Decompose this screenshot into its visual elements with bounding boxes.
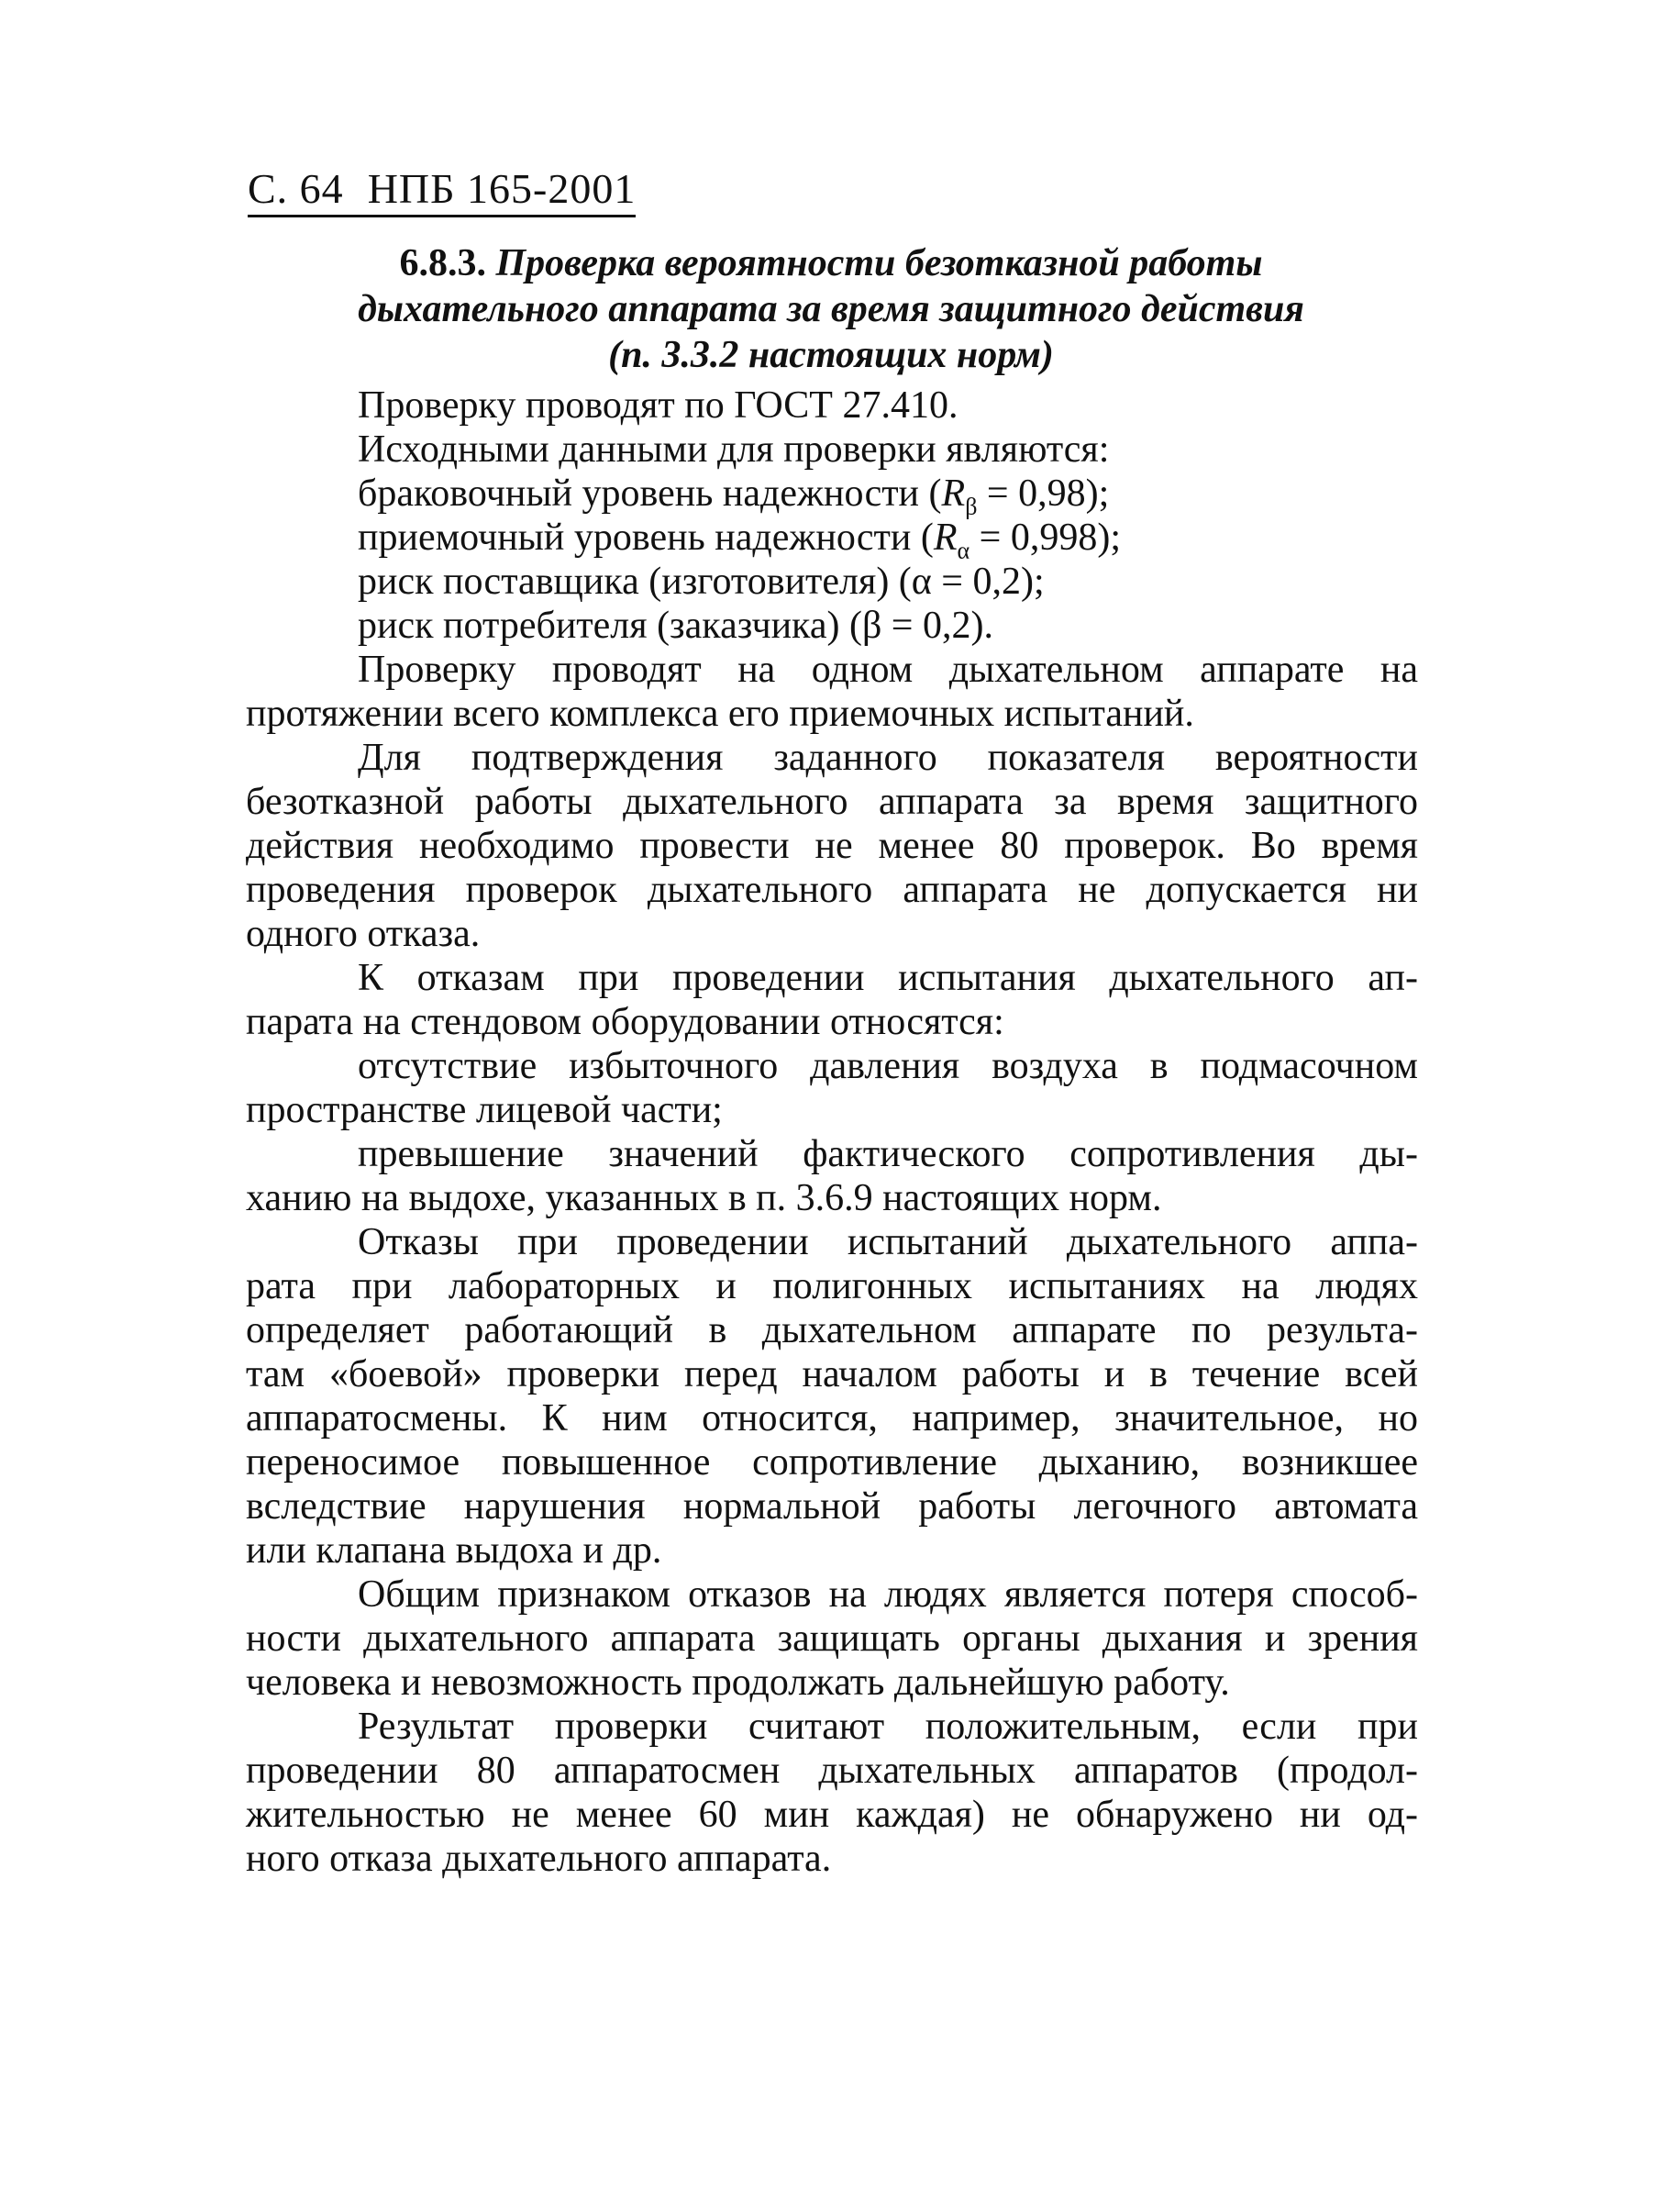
text-line: протяжении всего комплекса его приемочных испытаний. [246, 693, 1194, 735]
text-line: Отказы при проведении испытаний дыхательного аппа- [358, 1221, 1418, 1263]
text-line: ности дыхательного аппарата защищать органы дыхания и зрения [246, 1617, 1418, 1660]
text-line: Результат проверки считают положительным, если при [358, 1706, 1418, 1748]
page-number: С. 64 [248, 165, 344, 212]
text-line: одного отказа. [246, 913, 481, 955]
running-header [248, 163, 636, 217]
document-code: НПБ 165-2001 [367, 165, 637, 212]
text-line: пространстве лицевой части; [246, 1089, 723, 1131]
text-line: рата при лабораторных и полигонных испытаниях на людях [246, 1265, 1418, 1307]
text-line: парата на стендовом оборудовании относятся: [246, 1001, 1004, 1043]
section-title-line: Проверка вероятности безотказной работы [495, 242, 1263, 284]
text-line: действия необходимо провести не менее 80 проверок. Во время [246, 825, 1418, 867]
text-line: проведении 80 аппаратосмен дыхательных аппаратов (продол- [246, 1750, 1418, 1792]
parameter-item: браковочный уровень надежности $(R_\beta = 0,98)$; [358, 472, 1110, 520]
text-line: переносимое повышенное сопротивление дыханию, возникшее [246, 1441, 1418, 1484]
parameter-item: риск потребителя (заказчика) (β = 0,2). [358, 605, 993, 647]
parameter-item: приемочный уровень надежности $(R_\alpha = 0,998)$; [358, 517, 1121, 564]
text-line: вследствие нарушения нормальной работы легочного автомата [246, 1485, 1418, 1528]
text-line: определяет работающий в дыхательном аппарате по результа- [246, 1309, 1418, 1351]
text-line: проведения проверок дыхательного аппарата не допускается ни [246, 869, 1418, 911]
text-line: Проверку проводят на одном дыхательном аппарате на [358, 649, 1418, 691]
text-line: ного отказа дыхательного аппарата. [246, 1838, 832, 1880]
paragraph [246, 1705, 1418, 1881]
text-line: там «боевой» проверки перед началом работы и в течение всей [246, 1353, 1418, 1395]
parameter-item: риск поставщика (изготовителя) (α = 0,2); [358, 561, 1045, 603]
paragraph [246, 736, 1418, 956]
text-line: превышение значений фактического сопротивления ды- [358, 1133, 1418, 1175]
intro-line: Исходными данными для проверки являются: [358, 428, 1110, 471]
paragraph [246, 956, 1418, 1044]
paragraph [246, 1132, 1418, 1220]
text-line: аппаратосмены. К ним относится, например, значительное, но [246, 1397, 1418, 1439]
paragraph [246, 1573, 1418, 1705]
section-title-line: дыхательного аппарата за время защитного действия [358, 288, 1304, 330]
section-title-line: (п. 3.3.2 настоящих норм) [608, 334, 1054, 376]
text-line: ханию на выдохе, указанных в п. 3.6.9 настоящих норм. [246, 1177, 1162, 1219]
text-line: или клапана выдоха и др. [246, 1529, 662, 1572]
document-body [246, 383, 1418, 1881]
paragraph [246, 648, 1418, 736]
text-line: человека и невозможность продолжать дальнейшую работу. [246, 1662, 1230, 1704]
intro-line: Проверку проводят по ГОСТ 27.410. [358, 384, 958, 427]
text-line: К отказам при проведении испытания дыхательного ап- [358, 957, 1418, 999]
text-line: Для подтверждения заданного показателя вероятности [358, 737, 1418, 779]
paragraph [246, 1220, 1418, 1573]
section-number: 6.8.3. [399, 242, 486, 284]
paragraph [246, 1044, 1418, 1132]
text-line: безотказной работы дыхательного аппарата за время защитного [246, 781, 1418, 823]
section-heading [246, 240, 1416, 378]
text-line: жительностью не менее 60 мин каждая) не обнаружено ни од- [246, 1794, 1418, 1836]
text-line: отсутствие избыточного давления воздуха в подмасочном [358, 1045, 1418, 1087]
text-line: Общим признаком отказов на людях является потеря способ- [358, 1573, 1418, 1616]
section-heading-line-1 [246, 240, 1416, 286]
